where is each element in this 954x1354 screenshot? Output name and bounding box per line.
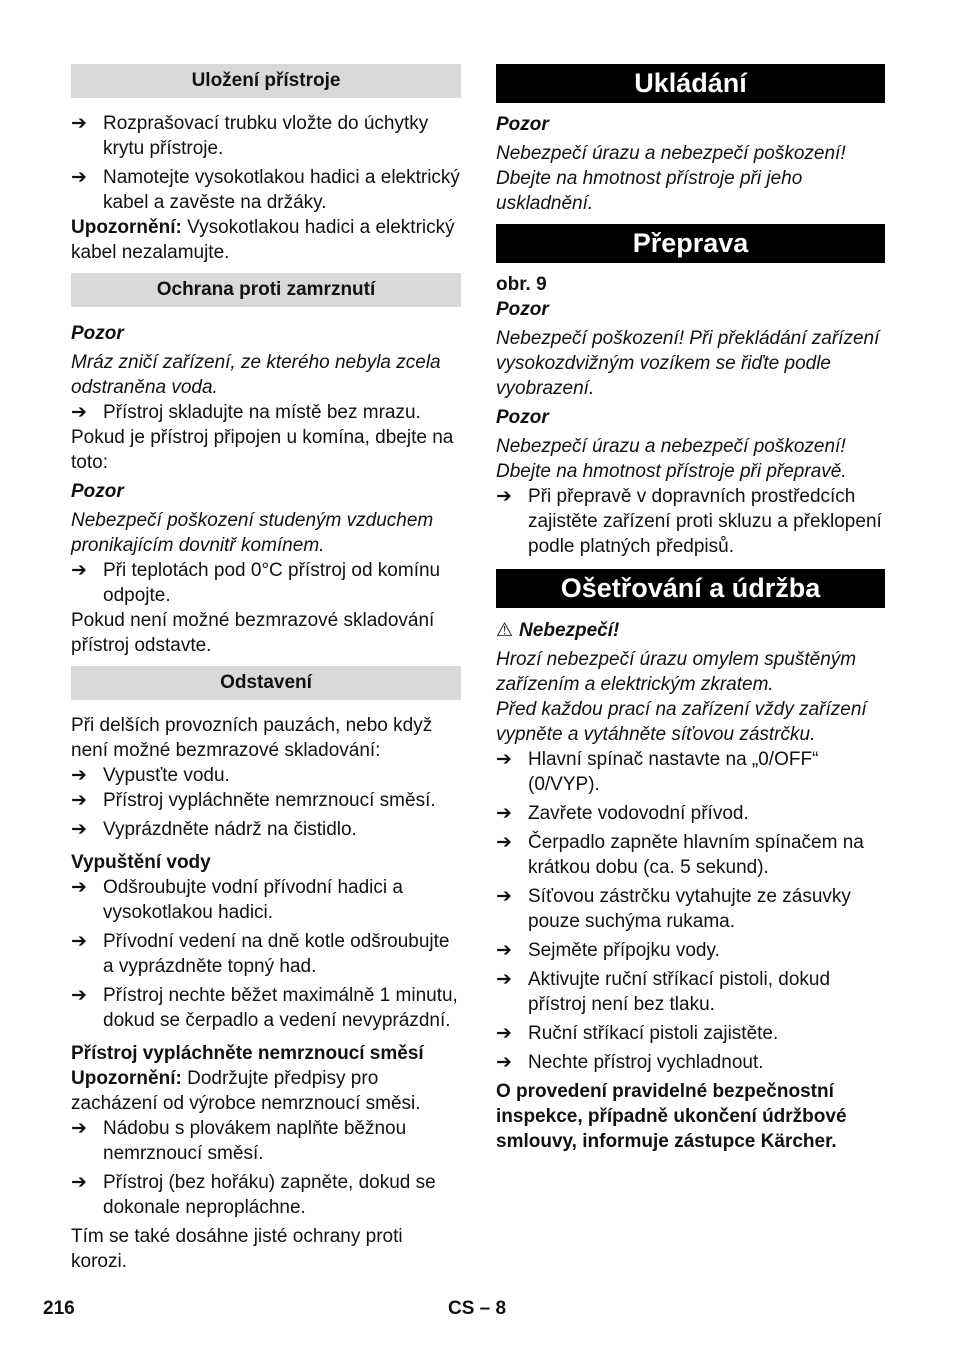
arrow-icon: ➔ — [496, 832, 512, 853]
note: Upozornění: Dodržujte předpisy pro zacházení od výrobce nemrznoucí směsi. — [71, 1068, 421, 1114]
pozor-text: Mráz zničí zařízení, ze kterého nebyla zcela odstraněna voda. — [71, 352, 441, 398]
arrow-icon: ➔ — [71, 1118, 87, 1139]
danger-label: ⚠ Nebezpečí! — [496, 620, 620, 641]
danger-text: Hrozí nebezpečí úrazu omylem spuštěným zařízením a elektrickým zkratem. — [496, 649, 857, 695]
pozor-label: Pozor — [71, 481, 124, 502]
pozor-text: Nebezpečí úrazu a nebezpečí poškození! Dbejte na hmotnost přístroje při přepravě. — [496, 436, 847, 482]
heading-ukladani: Ukládání — [496, 64, 885, 103]
heading-odstaveni: Odstavení — [71, 666, 461, 700]
section-marker: CS – 8 — [448, 1298, 507, 1319]
arrow-icon: ➔ — [71, 985, 87, 1006]
list-item: ➔ Přístroj skladujte na místě bez mrazu. — [71, 402, 421, 423]
pozor-label: Pozor — [496, 114, 549, 135]
paragraph: Pokud není možné bezmrazové skladování přístroj odstavte. — [71, 610, 435, 656]
list-item: ➔ Přívodní vedení na dně kotle odšroubujte a vyprázdněte topný had. — [71, 931, 450, 977]
arrow-icon: ➔ — [71, 402, 87, 423]
warning-triangle-icon: ⚠ — [496, 620, 514, 641]
heading-preprava: Přeprava — [496, 224, 885, 263]
list-item: ➔ Odšroubujte vodní přívodní hadici a vysokotlakou hadici. — [71, 877, 403, 923]
list-item: ➔ Přístroj (bez hořáku) zapněte, dokud se dokonale nepropláchne. — [71, 1172, 436, 1218]
arrow-icon: ➔ — [496, 749, 512, 770]
paragraph: Tím se také dosáhne jisté ochrany proti korozi. — [71, 1226, 403, 1272]
arrow-icon: ➔ — [71, 790, 87, 811]
arrow-icon: ➔ — [71, 765, 87, 786]
list-item: ➔ Vypusťte vodu. — [71, 765, 230, 786]
arrow-icon: ➔ — [71, 113, 87, 134]
arrow-icon: ➔ — [71, 931, 87, 952]
closing-note: O provedení pravidelné bezpečnostní inspekce, případně ukončení údržbové smlouvy, informuje zástupce Kärcher. — [496, 1081, 847, 1152]
list-item: ➔ Zavřete vodovodní přívod. — [496, 803, 749, 824]
pozor-label: Pozor — [496, 407, 549, 428]
heading-ulozeni: Uložení přístroje — [71, 64, 461, 98]
heading-osetrovani: Ošetřování a údržba — [496, 569, 885, 608]
paragraph: Při delších provozních pauzách, nebo když není možné bezmrazové skladování: — [71, 715, 433, 761]
right-column — [496, 64, 885, 1154]
list-item: ➔ Při teplotách pod 0°C přístroj od komínu odpojte. — [71, 560, 441, 606]
arrow-icon: ➔ — [71, 560, 87, 581]
list-item: ➔ Ruční stříkací pistoli zajistěte. — [496, 1023, 779, 1044]
danger-text: Před každou prací na zařízení vždy zařízení vypněte a vytáhněte síťovou zástrčku. — [496, 699, 867, 745]
arrow-icon: ➔ — [496, 969, 512, 990]
subheading: Vypuštění vody — [71, 852, 211, 873]
pozor-label: Pozor — [71, 323, 124, 344]
left-column — [71, 64, 461, 1274]
note: Upozornění: Vysokotlakou hadici a elektrický kabel nezalamujte. — [71, 217, 455, 263]
list-item: ➔ Nechte přístroj vychladnout. — [496, 1052, 764, 1073]
list-item: ➔ Přístroj nechte běžet maximálně 1 minutu, dokud se čerpadlo a vedení nevyprázdní. — [71, 985, 458, 1031]
arrow-icon: ➔ — [71, 819, 87, 840]
subheading: Přístroj vypláchněte nemrznoucí směsí — [71, 1043, 424, 1064]
pozor-text: Nebezpečí poškození! Při překládání zařízení vysokozdvižným vozíkem se řiďte podle vyobrazení. — [496, 328, 880, 399]
list-item: ➔ Hlavní spínač nastavte na „0/OFF“ (0/VYP). — [496, 749, 819, 795]
list-item: ➔ Vyprázdněte nádrž na čistidlo. — [71, 819, 357, 840]
arrow-icon: ➔ — [71, 1172, 87, 1193]
arrow-icon: ➔ — [496, 1023, 512, 1044]
arrow-icon: ➔ — [496, 803, 512, 824]
list-item: ➔ Nádobu s plovákem naplňte běžnou nemrznoucí směsí. — [71, 1118, 407, 1164]
list-item: ➔ Namotejte vysokotlakou hadici a elektrický kabel a zavěste na držáky. — [71, 167, 460, 213]
list-item: ➔ Aktivujte ruční stříkací pistoli, dokud přístroj není bez tlaku. — [496, 969, 831, 1015]
pozor-text: Nebezpečí úrazu a nebezpečí poškození! Dbejte na hmotnost přístroje při jeho uskladnění. — [496, 143, 846, 214]
arrow-icon: ➔ — [496, 1052, 512, 1073]
arrow-icon: ➔ — [496, 940, 512, 961]
arrow-icon: ➔ — [496, 486, 512, 507]
list-item: ➔ Přístroj vypláchněte nemrznoucí směsí. — [71, 790, 436, 811]
arrow-icon: ➔ — [496, 886, 512, 907]
page-number: 216 — [43, 1298, 75, 1319]
arrow-icon: ➔ — [71, 167, 87, 188]
heading-ochrana: Ochrana proti zamrznutí — [71, 273, 461, 307]
pozor-label: Pozor — [496, 299, 549, 320]
figure-reference: obr. 9 — [496, 274, 547, 295]
list-item: ➔ Sejměte přípojku vody. — [496, 940, 720, 961]
arrow-icon: ➔ — [71, 877, 87, 898]
pozor-text: Nebezpečí poškození studeným vzduchem pronikajícím dovnitř komínem. — [71, 510, 434, 556]
list-item: ➔ Síťovou zástrčku vytahujte ze zásuvky pouze suchýma rukama. — [496, 886, 851, 932]
list-item: ➔ Při přepravě v dopravních prostředcích zajistěte zařízení proti skluzu a překlopení podle platných předpisů. — [496, 486, 882, 557]
paragraph: Pokud je přístroj připojen u komína, dbejte na toto: — [71, 427, 454, 473]
list-item: ➔ Rozprašovací trubku vložte do úchytky krytu přístroje. — [71, 113, 429, 159]
list-item: ➔ Čerpadlo zapněte hlavním spínačem na krátkou dobu (ca. 5 sekund). — [496, 832, 864, 878]
